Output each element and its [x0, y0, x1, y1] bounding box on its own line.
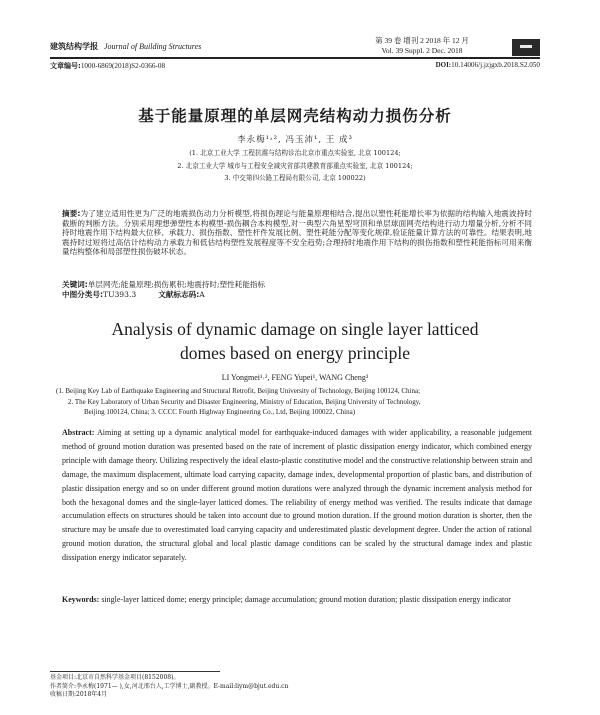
keywords-en-label: Keywords:	[62, 595, 100, 604]
doi-label: DOI:	[435, 61, 452, 69]
issue-info-cn: 第 39 卷 增刊 2 2018 年 12 月	[375, 36, 469, 45]
issue-info	[332, 36, 512, 55]
footnote-funding: 基金项目:北京市自然科学基金项目(8152008)。	[50, 674, 180, 681]
paper-title-en	[50, 317, 540, 365]
header-rule	[50, 57, 540, 59]
keywords-cn	[62, 280, 532, 290]
authors-cn: 李永梅¹˒², 冯玉沛¹, 王 成³	[237, 135, 353, 145]
affiliations-cn	[50, 147, 540, 185]
article-no-label: 文章编号:	[50, 62, 81, 70]
journal-name	[50, 41, 201, 52]
affiliation-cn-1: (1. 北京工业大学 工程抗震与结构诊治北京市重点实验室, 北京 100124;	[189, 149, 401, 157]
issue-info-en: Vol. 39 Suppl. 2 Dec. 2018	[381, 45, 463, 55]
abstract-cn	[62, 209, 532, 257]
class-no: TU393.3	[103, 290, 137, 299]
doc-code-label: 文献标志码:	[158, 290, 200, 299]
keywords-en	[62, 593, 532, 607]
footnote-author: 作者简介:李永梅(1971— ),女,河北邢台人,工学博士,副教授。E-mail:liym@bjut.edu.cn	[50, 682, 289, 690]
affiliation-en-1: (1. Beijing Key Lab of Earthquake Engineering and Structural Retrofit, Beijing University of Technology, Beijing 100124, China;	[56, 387, 421, 395]
keywords-en-text: single-layer latticed dome; energy principle; damage accumulation; ground motion duration; plastic dissipation energy indicator	[101, 595, 511, 604]
doi	[436, 61, 540, 69]
affiliation-cn-3: 3. 中交第四公路工程局有限公司, 北京 100022)	[224, 174, 366, 182]
abstract-cn-label: 摘要:	[62, 209, 81, 218]
journal-name-en: Journal of Building Structures	[104, 42, 202, 51]
abstract-en-label: Abstract:	[62, 428, 95, 437]
doi-value: 10.14006/j.jzjgxb.2018.S2.050	[451, 61, 540, 69]
keywords-cn-label: 关键词:	[62, 280, 88, 289]
journal-name-cn: 建筑结构学报	[50, 42, 98, 51]
abstract-en	[62, 426, 532, 565]
journal-logo-icon	[512, 39, 540, 56]
doc-code: A	[199, 290, 205, 299]
abstract-en-text: Aiming at setting up a dynamic analytical model for earthquake-induced damages with wider applicability, a reasonable judgement method of ground motion duration was presented based on the rate of increment of plastic dissipation energy indicator, which combined energy principle with damage theory. Utilizing respectively the ideal elasto-plastic constitutive model and the constructive relationship between strain and damage, the maximum displacement, ultimate load carrying capacity, damage index, developmental proportion of plastic bars, and distribution of plastic dissipation energy and so on under different ground motion durations were analyzed through the dynamic increment analysis method for both the hexagonal domes and the single-layer latticed domes. The reliability of energy method was verified. The results indicate that damage accumulation effects on structures should be taken into account due to ground motion duration. If the ground motion duration is shorter, then the structure may be unsafe due to overestimated load carrying capacity and underestimated plastic development degree. Under the action of rational ground motion duration, the structural global and local plastic damage conditions can be scaled by the structural damage index and plastic dissipation energy indicator separately.	[62, 428, 533, 563]
class-label: 中图分类号:	[62, 290, 104, 299]
footnote-rule	[50, 671, 220, 672]
keywords-cn-text: 单层网壳;能量原理;损伤累积;地震持时;塑性耗能指标	[87, 280, 266, 289]
article-meta	[50, 61, 540, 71]
affiliation-en-2: 2. The Key Laboratory of Urban Security and Disaster Engineering, Ministry of Education, Beijing University of Technology,	[68, 397, 421, 406]
affiliation-cn-2: 2. 北京工业大学 城市与工程安全减灾省部共建教育部重点实验室, 北京 100124;	[177, 161, 413, 170]
authors-en: LI Yongmei¹˒², FENG Yupei¹, WANG Cheng³	[221, 373, 369, 382]
paper-title-en-line1: Analysis of dynamic damage on single layer latticed	[111, 319, 479, 339]
footnote-received: 收稿日期:2018年4月	[50, 691, 108, 699]
affiliation-en-3: Beijing 100124, China; 3. CCCC Fourth Highway Engineering Co., Ltd, Beijing 100022, China)	[84, 408, 356, 417]
affiliations-en	[56, 386, 540, 418]
paper-title-cn: 基于能量原理的单层网壳结构动力损伤分析	[138, 107, 452, 125]
footnotes	[50, 674, 540, 700]
classification-cn	[62, 290, 532, 300]
paper-title-en-line2: domes based on energy principle	[179, 343, 411, 363]
article-no: 1000-6869(2018)S2-0366-08	[80, 62, 166, 70]
abstract-cn-text: 为了建立适用性更为广泛的地震损伤动力分析模型,将损伤理论与能量原理相结合,提出以塑性耗能增长率为依据的结构输入地震波持时截断的判断方法。分别采用理想弹塑性本构模型-损伤耦合本构模型,对一典型六角星型穹顶和单层球面网壳结构进行动力增量分析,分析不同持时地震作用下结构最大位移、承载力、损伤指数、塑性杆件发展比例、塑性耗能分配等变化规律,验证能量计算方法的可靠性。结果表明,地震持时过短将过高估计结构动力承载力和低估结构塑性发展程度等不安全趋势;合理持时地震作用下结构的损伤指数和塑性耗能指标可用来衡量结构整体和局部塑性损伤破坏状态。	[62, 209, 532, 257]
